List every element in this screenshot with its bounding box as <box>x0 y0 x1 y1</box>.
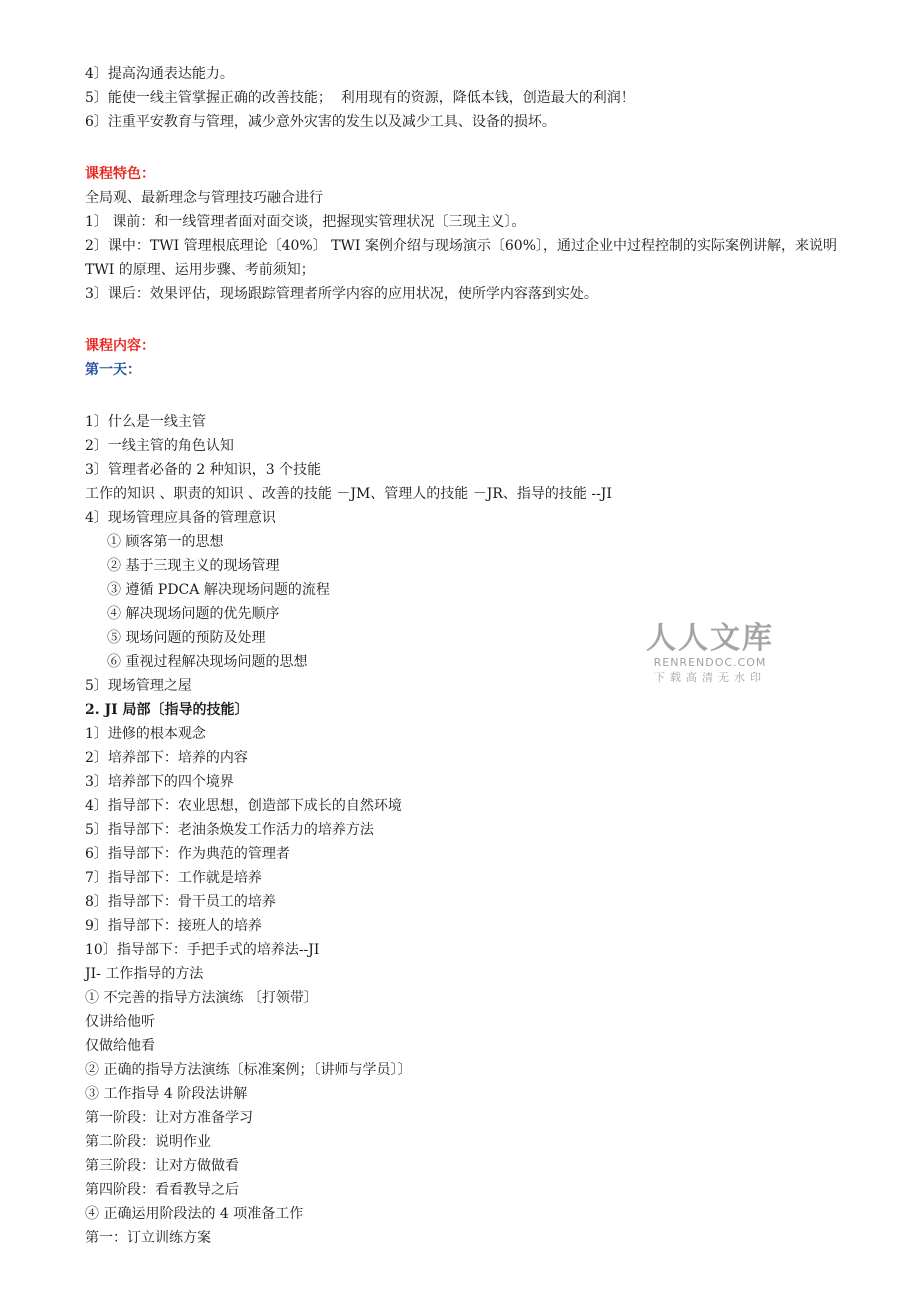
features-heading: 课程特色： <box>85 166 155 182</box>
section2-item: 1〕进修的根本观念 <box>85 726 206 742</box>
day1-item: 1〕什么是一线主管 <box>85 414 206 430</box>
section2-item: 第一：订立训练方案 <box>85 1230 211 1246</box>
intro-item: 4〕提高沟通表达能力。 <box>85 66 234 82</box>
section2-item: JI- 工作指导的方法 <box>85 966 204 982</box>
awareness-item: ③ 遵循 PDCA 解决现场问题的流程 <box>107 582 330 598</box>
features-item: 1〕 课前：和一线管理者面对面交谈，把握现实管理状况〔三现主义〕。 <box>85 214 526 230</box>
section2-item: 7〕指导部下：工作就是培养 <box>85 870 262 886</box>
awareness-item: ④ 解决现场问题的优先顺序 <box>107 606 280 622</box>
section2-item: 6〕指导部下：作为典范的管理者 <box>85 846 290 862</box>
intro-item: 5〕能使一线主管掌握正确的改善技能； 利用现有的资源，降低本钱，创造最大的利润！ <box>85 90 635 106</box>
section2-item: 10〕指导部下：手把手式的培养法--JI <box>85 942 320 958</box>
section2-item: ① 不完善的指导方法演练 〔打领带〕 <box>85 990 318 1006</box>
section2-item: 第四阶段：看看教导之后 <box>85 1182 239 1198</box>
intro-item: 6〕注重平安教育与管理，减少意外灾害的发生以及减少工具、设备的损坏。 <box>85 114 556 130</box>
day1-item: 工作的知识 、职责的知识 、改善的技能 －JM、管理人的技能 －JR、指导的技能 --JI <box>85 486 612 502</box>
section2-item: 仅讲给他听 <box>85 1014 155 1030</box>
section2-item: ④ 正确运用阶段法的 4 项准备工作 <box>85 1206 304 1222</box>
day1-item: 2〕一线主管的角色认知 <box>85 438 234 454</box>
day1-item: 4〕现场管理应具备的管理意识 <box>85 510 276 526</box>
awareness-item: ⑤ 现场问题的预防及处理 <box>107 630 266 646</box>
section2-item: 8〕指导部下：骨干员工的培养 <box>85 894 276 910</box>
watermark <box>645 622 775 686</box>
section2-item: 9〕指导部下：接班人的培养 <box>85 918 262 934</box>
section2-item: ② 正确的指导方法演练〔标准案例；〔讲师与学员〕〕 <box>85 1062 412 1078</box>
awareness-item: ① 顾客第一的思想 <box>107 534 224 550</box>
section2-item: 4〕指导部下：农业思想，创造部下成长的自然环境 <box>85 798 402 814</box>
day1-item: 5〕现场管理之屋 <box>85 678 192 694</box>
section2-item: 第三阶段：让对方做做看 <box>85 1158 239 1174</box>
section2-item: 第一阶段：让对方准备学习 <box>85 1110 253 1126</box>
section2-item: 仅做给他看 <box>85 1038 155 1054</box>
day-title: 第一天： <box>85 362 141 378</box>
watermark-tagline: 下载高清无水印 <box>654 671 766 684</box>
section2-item: 2〕培养部下：培养的内容 <box>85 750 248 766</box>
content-heading: 课程内容： <box>85 338 155 354</box>
awareness-item: ⑥ 重视过程解决现场问题的思想 <box>107 654 308 670</box>
watermark-domain: RENRENDOC.COM <box>653 656 767 669</box>
watermark-title: 人人文库 <box>646 621 774 656</box>
day1-item: 3〕管理者必备的 2 种知识，3 个技能 <box>85 462 322 478</box>
section2-item: 第二阶段：说明作业 <box>85 1134 211 1150</box>
section2-item: ③ 工作指导 4 阶段法讲解 <box>85 1086 248 1102</box>
features-summary: 全局观、最新理念与管理技巧融合进行 <box>85 190 323 206</box>
section2-title: 2. JI 局部〔指导的技能〕 <box>85 702 249 718</box>
section2-item: 5〕指导部下：老油条焕发工作活力的培养方法 <box>85 822 374 838</box>
features-item: 2〕课中：TWI 管理根底理论〔40%〕 TWI 案例介绍与现场演示〔60%〕，通过企业中过程控制的实际案例讲解，来说明 TWI 的原理、运用步骤、考前须知； <box>85 238 838 278</box>
awareness-item: ② 基于三现主义的现场管理 <box>107 558 280 574</box>
section2-item: 3〕培养部下的四个境界 <box>85 774 234 790</box>
features-item: 3〕课后：效果评估，现场跟踪管理者所学内容的应用状况，使所学内容落到实处。 <box>85 286 598 302</box>
